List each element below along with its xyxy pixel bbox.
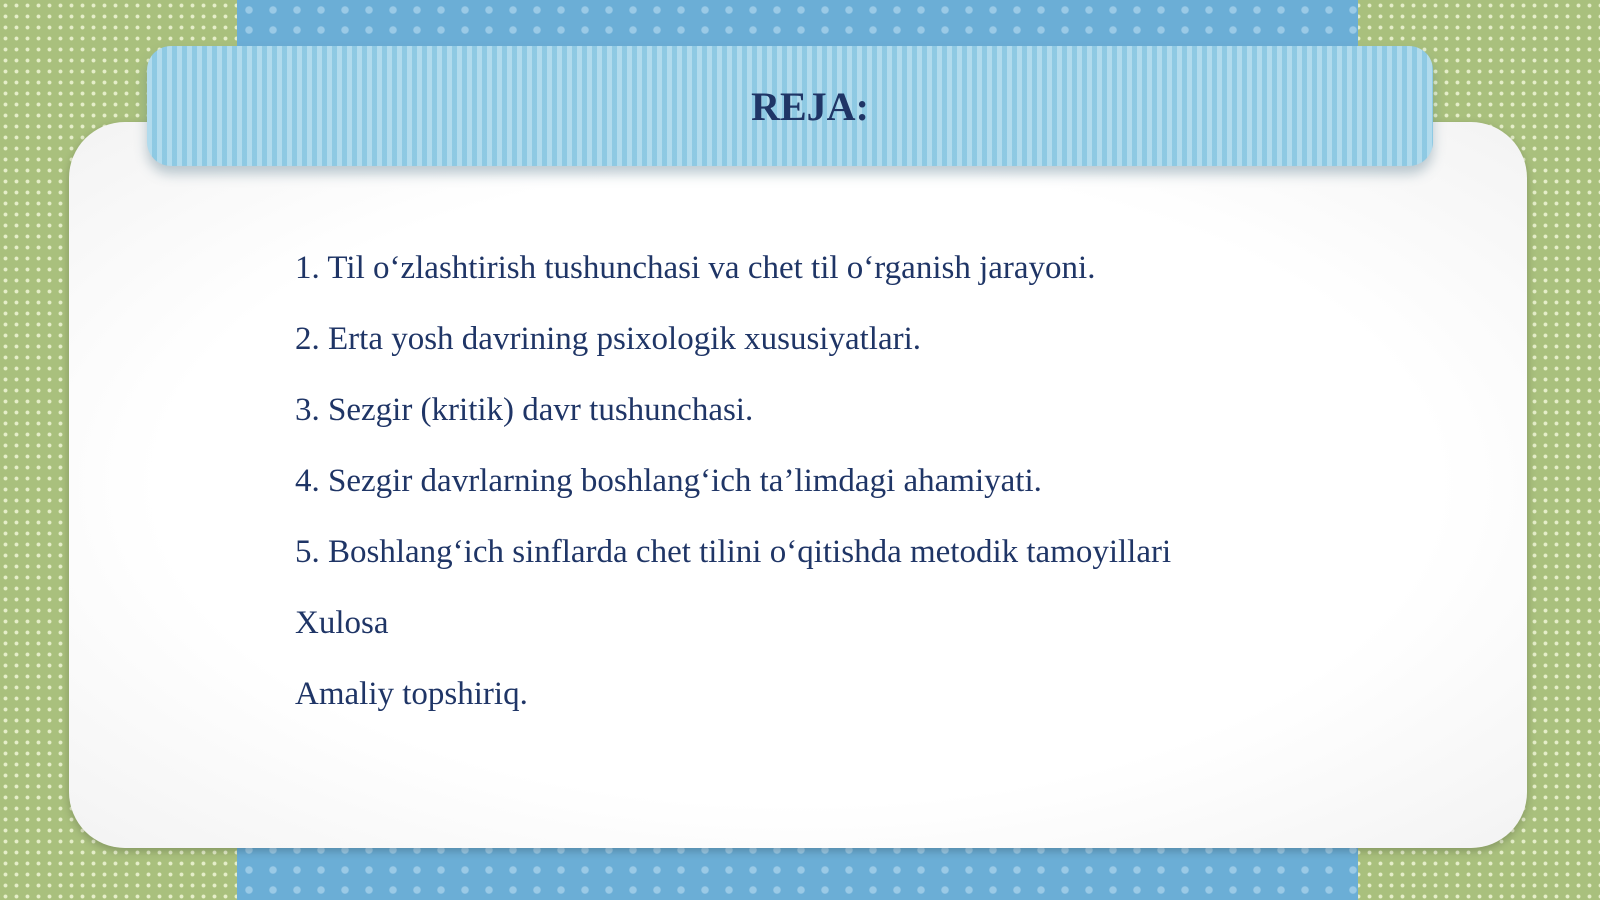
plan-item-conclusion: Xulosa	[295, 605, 389, 641]
plan-item-4: 4. Sezgir davrlarning boshlang‘ich ta’limdagi ahamiyati.	[295, 463, 1042, 499]
slide-title: REJA:	[751, 83, 869, 129]
plan-item-5: 5. Boshlang‘ich sinflarda chet tilini o‘qitishda metodik tamoyillari	[295, 534, 1172, 570]
plan-item-3: 3. Sezgir (kritik) davr tushunchasi.	[295, 392, 754, 428]
plan-item-2: 2. Erta yosh davrining psixologik xususiyatlari.	[295, 321, 922, 357]
plan-list	[295, 233, 1445, 730]
plan-item-1: 1. Til o‘zlashtirish tushunchasi va chet til o‘rganish jarayoni.	[295, 250, 1096, 286]
plan-item-practical-task: Amaliy topshiriq.	[295, 676, 528, 712]
title-banner	[147, 46, 1433, 166]
